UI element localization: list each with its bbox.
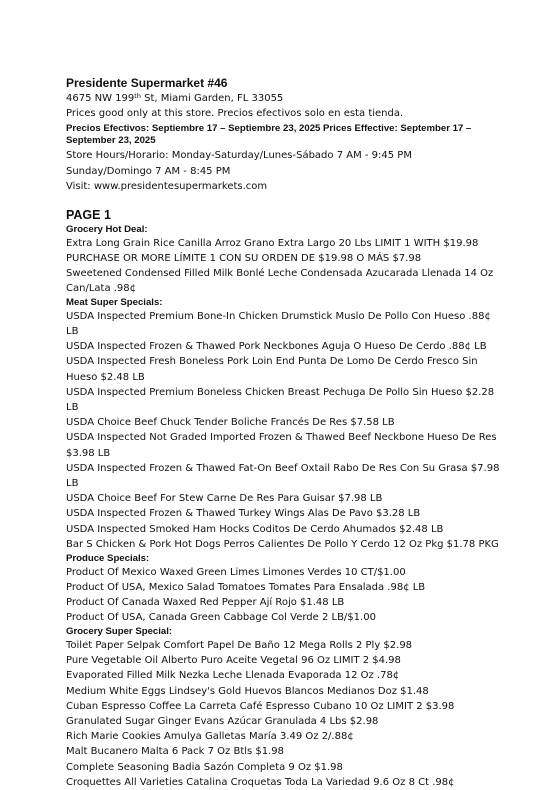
deal-item: Bar S Chicken & Pork Hot Dogs Perros Calientes De Pollo Y Cerdo 12 Oz Pkg $1.78 PKG [66,538,499,550]
store-name: Presidente Supermarket #46 [66,76,228,90]
deal-item: Granulated Sugar Ginger Evans Azúcar Granulada 4 Lbs $2.98 [66,715,379,727]
deal-item: Medium White Eggs Lindsey's Gold Huevos Blancos Medianos Doz $1.48 [66,685,429,697]
deal-item: Croquettes All Varieties Catalina Croquetas Toda La Variedad 9.6 Oz 8 Ct .98¢ [66,776,455,788]
deal-item: Sweetened Condensed Filled Milk Bonlé Leche Condensada Azucarada Llenada 14 Oz Can/Lata .98¢ [66,267,494,295]
deal-item: USDA Inspected Not Graded Imported Frozen & Thawed Beef Neckbone Hueso De Res $3.98 LB [66,432,497,459]
visit-label: Visit: [66,180,94,192]
store-address [66,91,500,106]
deal-item: Malt Bucanero Malta 6 Pack 7 Oz Btls $1.98 [66,746,285,758]
website-link[interactable]: www.presidentesupermarkets.com [93,180,268,192]
deal-item: Toilet Paper Selpak Comfort Papel De Baño 12 Mega Rolls 2 Ply $2.98 [66,639,413,651]
deal-item: Product Of Mexico Waxed Green Limes Limones Verdes 10 CT/$1.00 [66,566,406,578]
section-title: Grocery Super Special: [66,626,173,638]
section-title: Meat Super Specials: [66,297,163,309]
deal-item: Cuban Espresso Coffee La Carreta Café Espresso Cubano 10 Oz LIMIT 2 $3.98 [66,700,455,712]
page-heading: PAGE 1 [66,208,111,223]
deal-item: USDA Choice Beef For Stew Carne De Res Para Guisar $7.98 LB [66,493,383,505]
deal-item: USDA Inspected Frozen & Thawed Turkey Wings Alas De Pavo $3.28 LB [66,508,421,520]
section-title: Produce Specials: [66,553,150,565]
address-suffix: th [134,92,141,100]
deal-item: Product Of Canada Waxed Red Pepper Ají Rojo $1.48 LB [66,596,345,608]
deal-item: USDA Inspected Frozen & Thawed Pork Neckbones Aguja O Hueso De Cerdo .88¢ LB [66,341,487,353]
address-number: 4675 NW 199 [66,93,135,104]
effective-dates: Precios Efectivos: Septiembre 17 – Septiembre 23, 2025 Prices Effective: September 17 – September 23, 2025 [66,123,472,146]
deal-item: Complete Seasoning Badia Sazón Completa 9 Oz $1.98 [66,761,343,773]
deal-item: Product Of USA, Mexico Salad Tomatoes Tomates Para Ensalada .98¢ LB [66,581,426,593]
deal-item: USDA Inspected Frozen & Thawed Fat-On Beef Oxtail Rabo De Res Con Su Grasa $7.98 LB [66,462,500,490]
deal-item: Evaporated Filled Milk Nezka Leche Llenada Evaporada 12 Oz .78¢ [66,670,400,682]
visit-line [66,179,500,194]
deal-item: Rich Marie Cookies Amulya Galletas María 3.49 Oz 2/.88¢ [66,731,354,743]
address-rest: St, Miami Garden, FL 33055 [140,93,284,104]
specials-list [66,224,500,790]
deal-item: USDA Inspected Fresh Boneless Pork Loin End Punta De Lomo De Cerdo Fresco Sin Hueso $2.48 LB [66,356,478,383]
section-title: Grocery Hot Deal: [66,224,148,236]
deal-item: USDA Inspected Premium Boneless Chicken Breast Pechuga De Pollo Sin Hueso $2.28 LB [66,386,495,414]
deal-item: USDA Inspected Smoked Ham Hocks Coditos De Cerdo Ahumados $2.48 LB [66,523,444,535]
store-notice: Prices good only at this store. Precios efectivos solo en esta tienda. [66,108,404,120]
deal-item: Product Of USA, Canada Green Cabbage Col Verde 2 LB/$1.00 [66,612,376,624]
deal-item: Extra Long Grain Rice Canilla Arroz Grano Extra Largo 20 Lbs LIMIT 1 WITH $19.98 PURCHASE OR MORE LÍMITE 1 CON SU ORDEN DE $19.98 O MÁS $7.98 [66,237,479,264]
deal-item: Pure Vegetable Oil Alberto Puro Aceite Vegetal 96 Oz LIMIT 2 $4.98 [66,655,401,667]
store-hours: Store Hours/Horario: Monday-Saturday/Lunes-Sábado 7 AM - 9:45 PM Sunday/Domingo 7 AM - 8:45 PM [66,150,412,177]
deal-item: USDA Inspected Premium Bone-In Chicken Drumstick Muslo De Pollo Con Hueso .88¢ LB [66,310,491,338]
deal-item: USDA Choice Beef Chuck Tender Boliche Francés De Res $7.58 LB [66,417,395,429]
